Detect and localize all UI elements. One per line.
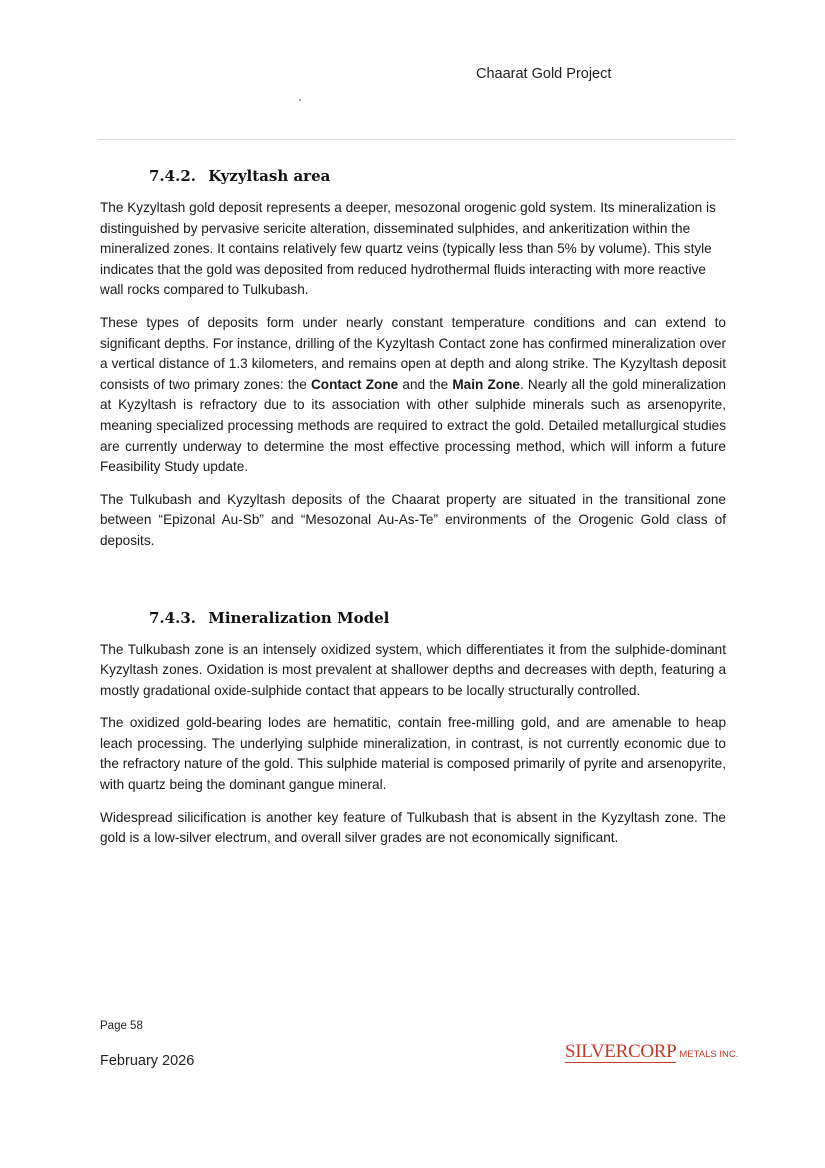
section-heading-mineralization-model (149, 602, 726, 640)
paragraph-text: . Nearly all the gold mineralization at Kyzyltash is refractory due to its association with other sulphide minerals such as arsenopyrite, meaning specialized processing methods are required to extract the gold. Detailed metallurgical studies are currently underway to determine the most effective processing method, which will inform a future Feasibility Study update. (100, 376, 726, 475)
paragraph-model-2: The oxidized gold-bearing lodes are hematitic, contain free-milling gold, and are amenable to heap leach processing. The underlying sulphide mineralization, in contrast, is not currently economic due to the refractory nature of the gold. This sulphide material is composed primarily of pyrite and arsenopyrite, with quartz being the dominant gangue mineral. (100, 715, 726, 793)
main-zone-term: Main Zone (452, 376, 520, 392)
silvercorp-logo (565, 1041, 738, 1063)
footer-date: February 2026 (100, 1053, 195, 1069)
paragraph-model-1: The Tulkubash zone is an intensely oxidized system, which differentiates it from the sulphide-dominant Kyzyltash zones. Oxidation is most prevalent at shallower depths and decreases with depth, featuring a mostly gradational oxide-sulphide contact that appears to be locally structurally controlled. (100, 641, 726, 698)
section-spacer (100, 564, 726, 602)
paragraph-text: These types of deposits form under nearly constant temperature conditions and can extend to significant depths. For instance, drilling of the Kyzyltash Contact zone has confirmed mineralization over a vertical distance of 1.3 kilometers, and remains open at depth and along strike. The Kyzyltash deposit consists of two primary zones: the (100, 314, 726, 392)
header-title: Chaarat Gold Project (476, 66, 612, 82)
header-divider (98, 139, 735, 140)
section-number: 7.4.2. (149, 167, 196, 185)
section-heading-kyzyltash (149, 160, 726, 198)
section-title: Kyzyltash area (208, 167, 331, 185)
paragraph-text: and the (398, 376, 453, 392)
section-number: 7.4.3. (149, 608, 196, 627)
section-title: Mineralization Model (208, 608, 390, 627)
contact-zone-term: Contact Zone (310, 376, 399, 392)
paragraph-kyzyltash-3: The Tulkubash and Kyzyltash deposits of the Chaarat property are situated in the transitional zone between “Epizonal Au-Sb” and “Mesozonal Au-As-Te” environments of the Orogenic Gold class of deposits. (100, 491, 726, 548)
paragraph-kyzyltash-2 (100, 313, 726, 478)
page-number: Page 58 (100, 1020, 143, 1032)
logo-wordmark: SILVERCORP (565, 1041, 677, 1062)
paragraph-model-3: Widespread silicification is another key feature of Tulkubash that is absent in the Kyzyltash zone. The gold is a low-silver electrum, and overall silver grades are not economically significant. (100, 809, 726, 846)
header-dot (299, 99, 301, 101)
page-body (100, 160, 726, 861)
paragraph-kyzyltash-1: The Kyzyltash gold deposit represents a deeper, mesozonal orogenic gold system. Its mineralization is distinguished by pervasive sericite alteration, disseminated sulphides, and ankeritization within the mineralized zones. It contains relatively few quartz veins (typically less than 5% by volume). This style indicates that the gold was deposited from reduced hydrothermal fluids interacting with more reactive wall rocks compared to Tulkubash. (100, 200, 716, 298)
logo-subtitle: METALS INC. (679, 1049, 739, 1060)
